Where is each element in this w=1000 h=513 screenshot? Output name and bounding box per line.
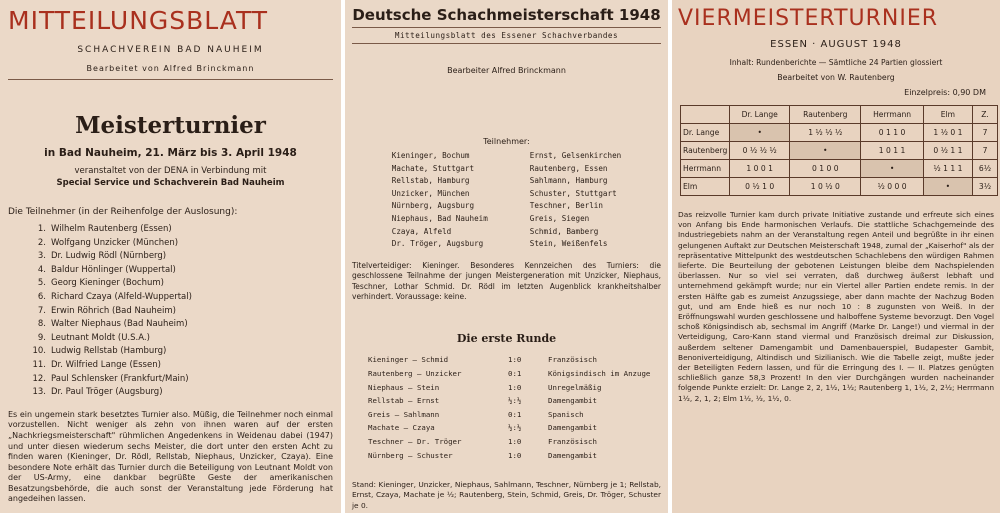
game-opening: Französisch [548, 355, 597, 365]
score-cell: 1 ½ 0 1 [923, 124, 972, 142]
list-item [32, 373, 333, 387]
game-pairing: Niephaus — Stein [368, 382, 440, 392]
editor-line: Bearbeitet von W. Rautenberg [777, 73, 895, 82]
panel-bad-nauheim [0, 0, 341, 513]
table-row [368, 408, 650, 422]
list-item [32, 237, 333, 251]
game-opening: Unregelmäßig [548, 382, 602, 392]
table-row [368, 367, 650, 381]
organizer-line-1: veranstaltet von der DENA in Verbindung mit [74, 166, 267, 176]
column-header: Dr. Lange [730, 106, 790, 124]
tournament-dates: in Bad Nauheim, 21. März bis 3. April 1948 [44, 147, 297, 159]
table-row [368, 353, 650, 367]
list-item [32, 386, 333, 400]
column-header: Herrmann [861, 106, 923, 124]
participant-name: Georg Kieninger (Bochum) [51, 278, 164, 289]
participant-name: Richard Czaya (Alfeld-Wuppertal) [51, 291, 192, 302]
participant-number: 11. [32, 359, 46, 370]
participant-number: 3. [37, 251, 46, 262]
participant-cell: Dr. Tröger, Augsburg [391, 239, 484, 249]
table-row [388, 188, 625, 201]
game-result: ½:½ [508, 396, 522, 406]
table-row [388, 163, 625, 176]
crosstable [680, 105, 998, 196]
table-row [368, 394, 650, 408]
intro-paragraph: Es ein ungemein stark besetztes Turnier also. Müßig, die Teilnehmer noch einmal vorzustellen. Nicht weniger als zehn von ihnen waren auf der ersten „Nachkriegsmeisterschaft" rühmlichen Angedenkens in Weidenau dabei (1947) und unter diesen wiederum sechs Meister, die dort unter den ersten Acht zu finden waren (Kieninger, Dr. Rödl, Rellstab, Niephaus, Unzicker, Czaya). Eine besondere Note erhält das Turnier durch die Beteiligung von Leutnant Moldt von der US-Army, eine dankbar begrüßte Geste der amerikanischen Besatzungsbehörde, die auch sonst der Veranstaltung jede Förderung hat angedeihen lassen. [8, 409, 333, 504]
column-header [681, 106, 730, 124]
participant-number: 2. [37, 237, 46, 248]
game-result: 1:0 [508, 436, 522, 446]
list-item [32, 277, 333, 291]
participant-number: 12. [32, 373, 46, 384]
games-table [368, 353, 650, 462]
club-name: SCHACHVEREIN BAD NAUHEIM [77, 45, 264, 55]
game-pairing: Rautenberg — Unzicker [368, 368, 462, 378]
participant-number: 6. [37, 291, 46, 302]
game-pairing: Nürnberg — Schuster [368, 450, 453, 460]
participant-number: 9. [37, 332, 46, 343]
row-name: Dr. Lange [681, 124, 730, 142]
score-cell: 7 [973, 142, 998, 160]
list-item [32, 250, 333, 264]
list-item [32, 305, 333, 319]
participant-cell: Schmid, Bamberg [529, 226, 599, 236]
participant-cell: Sahlmann, Hamburg [529, 176, 608, 186]
participants-title: Teilnehmer: [483, 137, 530, 146]
list-item [32, 291, 333, 305]
score-cell: ½ 0 0 0 [861, 178, 923, 196]
table-row [388, 238, 625, 251]
table-row [388, 226, 625, 239]
divider [352, 27, 661, 28]
table-row [681, 142, 998, 160]
score-cell: 7 [973, 124, 998, 142]
participant-name: Dr. Wilfried Lange (Essen) [51, 359, 161, 370]
participants-title: Die Teilnehmer (in der Reihenfolge der Auslosung): [8, 207, 238, 217]
participant-cell: Czaya, Alfeld [391, 226, 452, 236]
championship-title: Deutsche Schachmeisterschaft 1948 [352, 6, 661, 24]
divider [352, 43, 661, 44]
table-row [368, 449, 650, 463]
row-name: Herrmann [681, 160, 730, 178]
list-item [32, 223, 333, 237]
list-item [32, 332, 333, 346]
score-cell: ½ 1 1 1 [923, 160, 972, 178]
participant-cell: Schuster, Stuttgart [529, 188, 617, 198]
game-opening: Damengambit [548, 396, 597, 406]
participants-list [8, 223, 333, 400]
participant-cell: Kieninger, Bochum [391, 151, 470, 160]
column-header: Elm [923, 106, 972, 124]
participant-name: Dr. Paul Tröger (Augsburg) [51, 387, 163, 398]
game-pairing: Machate — Czaya [368, 423, 435, 433]
tournament-heading: Meisterturnier [75, 112, 266, 139]
participant-number: 1. [37, 224, 46, 234]
participant-name: Dr. Ludwig Rödl (Nürnberg) [51, 251, 167, 262]
list-item [32, 345, 333, 359]
participant-number: 13. [32, 387, 46, 398]
participant-cell: Nürnberg, Augsburg [391, 201, 475, 211]
participant-number: 7. [37, 305, 46, 316]
editor-line: Bearbeiter Alfred Brinckmann [447, 66, 566, 75]
participant-cell: Rautenberg, Essen [529, 163, 608, 173]
score-cell: 0 ½ 1 1 [923, 142, 972, 160]
participant-cell: Niephaus, Bad Nauheim [391, 213, 488, 223]
game-result: 0:1 [508, 409, 522, 419]
favourite-paragraph: Titelverteidiger: Kieninger. Besonderes Kennzeichen des Turniers: die geschlossene Teilnahme der jungen Meistergeneration mit Unzicker, Niephaus, Teschner, Lothar Schmid. Dr. Rödl im letzten Augenblick krankheitshalber verhindert. Voraussage: keine. [352, 260, 661, 301]
participant-cell: Machate, Stuttgart [391, 163, 475, 173]
score-cell: 0 1 1 0 [861, 124, 923, 142]
row-name: Rautenberg [681, 142, 730, 160]
table-row [388, 200, 625, 213]
table-row [681, 124, 998, 142]
score-cell: 1 0 1 1 [861, 142, 923, 160]
score-cell: 1 0 0 1 [730, 160, 790, 178]
place-date: ESSEN · AUGUST 1948 [770, 39, 902, 50]
score-cell: • [790, 142, 861, 160]
panel-essen-championship [345, 0, 668, 513]
report-paragraph: Das reizvolle Turnier kam durch private Initiative zustande und erfreute sich eines von Anfang bis Ende harmonischen Verlaufs. Die stattliche Schachgemeinde des Industriegebiets nahm an der Veranstaltung regen Anteil und begrüßte in ihr einen gelungenen Auftakt zur Deutschen Meisterschaft 1948, zumal der „Kaiserhof" als der repräsentative Mittelpunkt des westdeutschen Schachlebens den würdigen Rahmen lieferte. Die Beurteilung der gebotenen Leistungen bleibe dem Nachspielenden überlassen. Nur so viel sei verraten, daß durchweg äußerst lebhaft und unternehmend gekämpft wurde; nur ein Viertel aller Partien endete remis. In der ersten Hälfte gab es zumeist Anzugssiege, aber dann machte der Nachzug Boden gut, und am Ende hieß es nur noch 10 : 8 zugunsten von Weiß. In der Eröffnungswahl wurden geschlossene und halboffene Systeme bevorzugt. Den Vogel schoß Königsindisch ab, sechsmal im Angriff (Marke Dr. Lange!) und viermal in der Verteidigung, Caro-Kann stand viermal und Französisch dreimal zur Diskussion, außerdem seltener Damengambit und Damenbauerspiel, Budapester Gambit, Benoniverteidigung, Altindisch und Sizilianisch. Wie die Tabelle zeigt, mußte jeder der Beteiligten Federn lassen, und für die Erringung des I. — II. Platzes genügten schließlich ganze 58,3 Prozent! In den vier Durchgängen wurden nacheinander folgende Punkte erzielt: Dr. Lange 2, 2, 1½, 1½; Rautenberg 1, 1½, 2, 2½; Herrmann 1½, 2, 1, 2; Elm 1½, ½, 1½, 0. [678, 210, 994, 403]
column-header: Z. [973, 106, 998, 124]
standings: Stand: Kieninger, Unzicker, Niephaus, Sahlmann, Teschner, Nürnberg je 1; Rellstab, Ernst, Czaya, Machate je ½; Rautenberg, Stein, Schmid, Greis, Dr. Tröger, Schuster je 0. [352, 480, 661, 510]
table-row [368, 421, 650, 435]
table-row [681, 178, 998, 196]
game-pairing: Greis — Sahlmann [368, 409, 440, 419]
game-result: 0:1 [508, 368, 522, 378]
divider [8, 79, 333, 80]
participant-name: Leutnant Moldt (U.S.A.) [51, 332, 150, 343]
score-cell: • [730, 124, 790, 142]
participant-name: Ludwig Rellstab (Hamburg) [51, 346, 167, 357]
game-opening: Damengambit [548, 450, 597, 460]
table-row [388, 213, 625, 226]
table-row [388, 150, 625, 163]
game-result: 1:0 [508, 355, 522, 365]
participant-cell: Stein, Weißenfels [529, 239, 608, 249]
score-cell: 3½ [973, 178, 998, 196]
score-cell: 0 ½ ½ ½ [730, 142, 790, 160]
contents-line: Inhalt: Rundenberichte — Sämtliche 24 Partien glossiert [729, 58, 943, 67]
table-row [681, 160, 998, 178]
score-cell: • [923, 178, 972, 196]
game-pairing: Teschner — Dr. Tröger [368, 436, 462, 446]
score-cell: 0 ½ 1 0 [730, 178, 790, 196]
column-header: Rautenberg [790, 106, 861, 124]
game-opening: Französisch [548, 436, 597, 446]
score-cell: 0 1 0 0 [790, 160, 861, 178]
four-masters-title: VIERMEISTERTURNIER [678, 6, 939, 31]
row-name: Elm [681, 178, 730, 196]
table-row [368, 381, 650, 395]
participant-cell: Ernst, Gelsenkirchen [529, 151, 622, 160]
game-opening: Damengambit [548, 423, 597, 433]
game-result: 1:0 [508, 450, 522, 460]
game-result: ½:½ [508, 423, 522, 433]
table-row [368, 435, 650, 449]
newsletter-title: MITTEILUNGSBLATT [8, 6, 269, 35]
participant-number: 8. [37, 319, 46, 330]
score-cell: 1 ½ ½ ½ [790, 124, 861, 142]
editor-line: Bearbeitet von Alfred Brinckmann [86, 64, 255, 73]
participant-name: Walter Niephaus (Bad Nauheim) [51, 319, 188, 330]
participant-name: Paul Schlensker (Frankfurt/Main) [51, 373, 189, 384]
game-pairing: Kieninger — Schmid [368, 355, 449, 365]
panel-four-masters [672, 0, 1000, 513]
round-title: Die erste Runde [456, 332, 557, 346]
list-item [32, 264, 333, 278]
participant-number: 5. [37, 278, 46, 289]
participant-cell: Unzicker, München [391, 188, 470, 198]
game-pairing: Rellstab — Ernst [368, 396, 440, 406]
game-result: 1:0 [508, 382, 522, 392]
participant-number: 10. [32, 346, 46, 357]
participant-number: 4. [37, 264, 46, 275]
score-cell: 1 0 ½ 0 [790, 178, 861, 196]
score-cell: • [861, 160, 923, 178]
participant-cell: Rellstab, Hamburg [391, 176, 470, 186]
championship-subtitle: Mitteilungsblatt des Essener Schachverbandes [394, 31, 619, 40]
price: Einzelpreis: 0,90 DM [904, 88, 986, 97]
participant-name: Wolfgang Unzicker (München) [51, 237, 179, 248]
participant-name: Erwin Röhrich (Bad Nauheim) [51, 305, 176, 316]
game-opening: Königsindisch im Anzuge [548, 368, 651, 378]
game-opening: Spanisch [548, 409, 584, 419]
participant-cell: Teschner, Berlin [529, 201, 603, 211]
participant-name: Wilhelm Rautenberg (Essen) [51, 224, 172, 234]
table-header-row [681, 106, 998, 124]
organizer-line-2: Special Service und Schachverein Bad Nauheim [56, 178, 285, 188]
score-cell: 6½ [973, 160, 998, 178]
table-row [388, 175, 625, 188]
list-item [32, 359, 333, 373]
participant-name: Baldur Hönlinger (Wuppertal) [51, 264, 176, 275]
participants-table [388, 150, 625, 251]
participant-cell: Greis, Siegen [529, 213, 590, 223]
list-item [32, 318, 333, 332]
